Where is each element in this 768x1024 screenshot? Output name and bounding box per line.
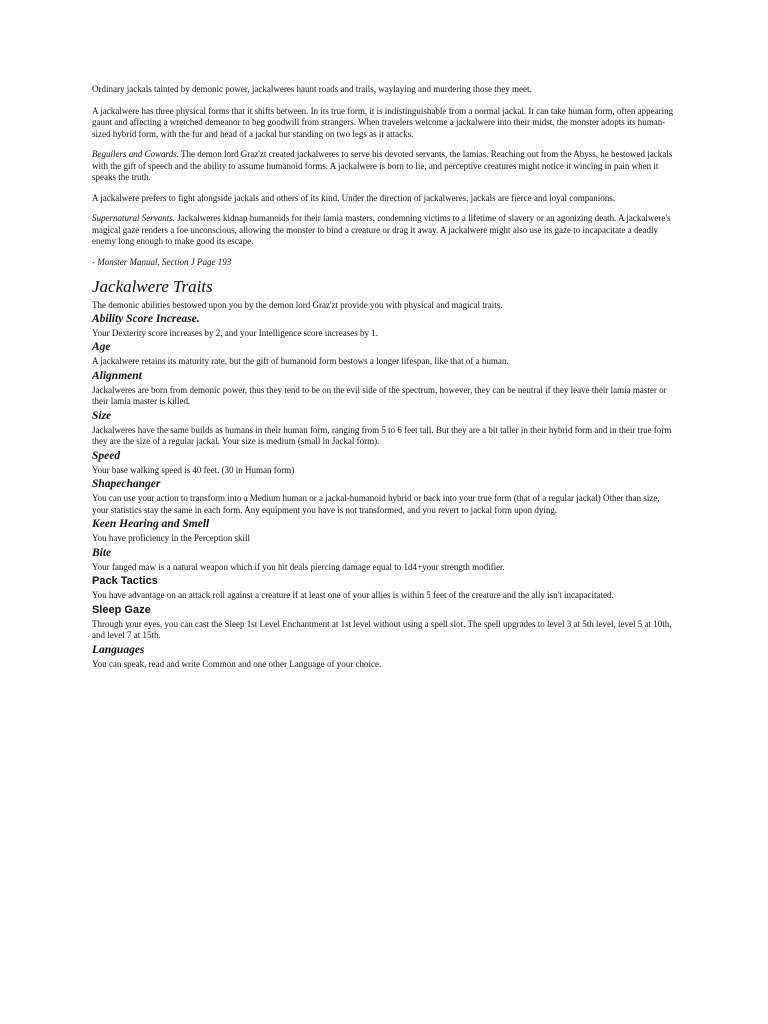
- trait-pack-tactics: [92, 575, 676, 602]
- trait-text: Jackalweres have the same builds as humans in their human form, ranging from 5 to 6 feet tall. But they are a bit taller in their hybrid form and in their true form they are the size of a regular jackal. Your size is medium (small in Jackal form).: [92, 424, 672, 446]
- trait-heading: Age: [92, 341, 111, 353]
- trait-text: You have advantage on an attack roll against a creature if at least one of your allies is within 5 feet of the creature and the ally isn't incapacitated.: [92, 590, 614, 600]
- description-section: [92, 84, 676, 268]
- forms-paragraph: A jackalwere has three physical forms that it shifts between. In its true form, it is indistinguishable from a normal jackal. It can take human form, often appearing gaunt and affecting a wretched demeanor to beg goodwill from strangers. When travelers welcome a jackalwere into their midst, the monster adopts its human-sized hybrid form, with the fur and head of a jackal but standing on two legs as it attacks.: [92, 105, 674, 139]
- traits-intro: The demonic abilities bestowed upon you by the demon lord Graz'zt provide you with physical and magical traits.: [92, 300, 503, 310]
- source-citation: - Monster Manual, Section J Page 193: [92, 256, 232, 267]
- trait-heading: Sleep Gaze: [92, 603, 151, 616]
- trait-text: Your fanged maw is a natural weapon which if you hit deals piercing damage equal to 1d4+your strength modifier.: [92, 561, 505, 572]
- intro-paragraph: Ordinary jackals tainted by demonic power, jackalweres haunt roads and trails, waylaying and murdering those they meet.: [92, 84, 532, 94]
- beguilers-lead: Beguilers and Cowards.: [92, 149, 179, 159]
- trait-heading: Bite: [92, 546, 112, 559]
- trait-heading: Ability Score Increase.: [92, 312, 200, 325]
- trait-text: You can use your action to transform into a Medium human or a jackal-humanoid hybrid or back into your true form (that of a regular jackal) Other than size, your statistics stay the same in each form. Any equipment you have is not transformed, and you revert to jackal form upon dying.: [92, 493, 660, 515]
- fighting-paragraph: A jackalwere prefers to fight alongside jackals and others of its kind. Under the direction of jackalweres, jackals are fierce and loyal companions.: [92, 192, 616, 203]
- trait-speed: [92, 450, 676, 477]
- trait-text: Jackalweres are born from demonic power, thus they tend to be on the evil side of the spectrum, however, they can be neutral if they leave their lamia master or their lamia master is killed.: [92, 384, 667, 406]
- trait-text: Your Dexterity score increases by 2, and your Intelligence score increases by 1.: [92, 327, 378, 338]
- trait-heading: Languages: [92, 643, 145, 656]
- servants-paragraph: [92, 213, 676, 248]
- servants-text: Jackalweres kidnap humanoids for their lamia masters, condemning victims to a lifetime of slavery or an agonizing death. A jackalwere's magical gaze renders a foe unconscious, allowing the monster to bind a creature or drag it away. A jackalwere might also use its gaze to incapacitate a deadly enemy long enough to make good its escape.: [92, 213, 671, 246]
- trait-heading: Keen Hearing and Smell: [92, 518, 210, 530]
- trait-bite: [92, 547, 676, 574]
- trait-heading: Shapechanger: [92, 478, 161, 490]
- trait-shapechanger: [92, 478, 676, 516]
- trait-size: [92, 410, 676, 448]
- traits-title: Jackalwere Traits: [92, 277, 213, 296]
- trait-age: [92, 341, 676, 368]
- trait-text: A jackalwere retains its maturity rate, but the gift of humanoid form bestows a longer lifespan, like that of a human.: [92, 356, 509, 366]
- trait-ability-score: [92, 313, 676, 340]
- trait-languages: [92, 644, 676, 671]
- trait-text: Through your eyes, you can cast the Sleep 1st Level Enchantment at 1st level without using a spell slot. The spell upgrades to level 3 at 5th level, level 5 at 10th, and level 7 at 15th.: [92, 618, 672, 640]
- servants-lead: Supernatural Servants.: [92, 213, 175, 223]
- trait-text: Your base walking speed is 40 feet. (30 in Human form): [92, 464, 295, 475]
- trait-text: You can speak, read and write Common and one other Language of your choice.: [92, 658, 382, 669]
- trait-sleep-gaze: [92, 604, 676, 642]
- trait-heading: Size: [92, 409, 112, 422]
- trait-heading: Speed: [92, 449, 121, 462]
- trait-alignment: [92, 370, 676, 408]
- trait-heading: Pack Tactics: [92, 575, 158, 587]
- beguilers-text: The demon lord Graz'zt created jackalweres to serve his devoted servants, the lamias. Reaching out from the Abyss, he bestowed jackals with the gift of speech and the ability to assume humanoid forms. A jackalwere is born to lie, and perceptive creatures might notice it wincing in pain when it speaks the truth.: [92, 149, 673, 182]
- trait-heading: Alignment: [92, 369, 142, 382]
- beguilers-paragraph: [92, 149, 676, 184]
- trait-text: You have proficiency in the Perception skill: [92, 533, 251, 543]
- trait-keen-senses: [92, 518, 676, 545]
